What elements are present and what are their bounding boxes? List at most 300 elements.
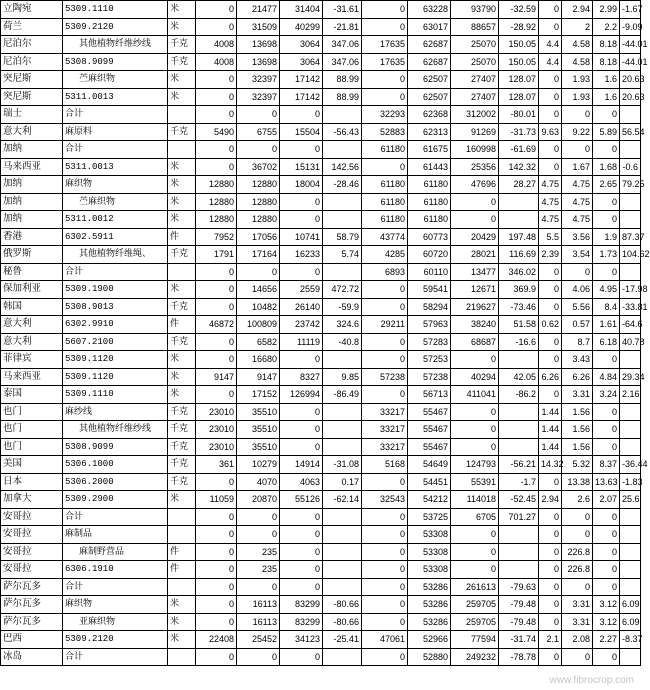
cell-c12: 2 xyxy=(562,18,593,36)
cell-c4: 16113 xyxy=(237,596,280,614)
cell-c3: 0 xyxy=(196,88,237,106)
cell-c9: 25356 xyxy=(451,158,499,176)
cell-c8: 52880 xyxy=(408,648,451,666)
cell-c6 xyxy=(323,141,362,159)
cell-c8: 60773 xyxy=(408,228,451,246)
cell-c9: 114018 xyxy=(451,491,499,509)
cell-c8: 57253 xyxy=(408,351,451,369)
cell-c7: 0 xyxy=(362,596,408,614)
cell-product: 5309.1110 xyxy=(63,1,168,19)
cell-c7: 0 xyxy=(362,386,408,404)
cell-product: 5309.1900 xyxy=(63,281,168,299)
cell-c11: 1.44 xyxy=(539,438,562,456)
cell-c13: 1.68 xyxy=(593,158,620,176)
cell-c3: 12880 xyxy=(196,211,237,229)
cell-c9: 91269 xyxy=(451,123,499,141)
cell-c10: -78.78 xyxy=(499,648,539,666)
cell-c12: 4.75 xyxy=(562,193,593,211)
cell-c3: 0 xyxy=(196,351,237,369)
cell-unit xyxy=(168,141,196,159)
cell-country: 香港 xyxy=(1,228,63,246)
cell-c6 xyxy=(323,106,362,124)
cell-c5: 8327 xyxy=(280,368,323,386)
cell-c3: 1791 xyxy=(196,246,237,264)
cell-c13: 8.37 xyxy=(593,456,620,474)
cell-c7: 61180 xyxy=(362,211,408,229)
cell-c4: 12880 xyxy=(237,176,280,194)
cell-c9: 0 xyxy=(451,211,499,229)
cell-c6 xyxy=(323,421,362,439)
table-row xyxy=(1,316,641,334)
cell-c14 xyxy=(620,508,641,526)
cell-c10: -73.46 xyxy=(499,298,539,316)
cell-c13: 0 xyxy=(593,438,620,456)
cell-c13: 13.63 xyxy=(593,473,620,491)
cell-c4: 17164 xyxy=(237,246,280,264)
cell-c10 xyxy=(499,351,539,369)
cell-c11: 0 xyxy=(539,648,562,666)
cell-c10 xyxy=(499,526,539,544)
cell-c4: 0 xyxy=(237,106,280,124)
cell-c9: 261613 xyxy=(451,578,499,596)
cell-country: 安哥拉 xyxy=(1,508,63,526)
cell-country: 马来西亚 xyxy=(1,158,63,176)
cell-unit: 件 xyxy=(168,561,196,579)
cell-c9: 259705 xyxy=(451,596,499,614)
cell-c5: 10741 xyxy=(280,228,323,246)
cell-c10 xyxy=(499,193,539,211)
cell-c10: 28.27 xyxy=(499,176,539,194)
cell-product: 5311.0013 xyxy=(63,158,168,176)
cell-c14 xyxy=(620,263,641,281)
cell-c9: 68687 xyxy=(451,333,499,351)
cell-c8: 62687 xyxy=(408,36,451,54)
cell-product: 苎麻织物 xyxy=(63,71,168,89)
cell-c7: 0 xyxy=(362,158,408,176)
cell-c3: 0 xyxy=(196,158,237,176)
cell-product: 其他植物纤维绳、 xyxy=(63,246,168,264)
cell-c11: 0 xyxy=(539,613,562,631)
cell-c6 xyxy=(323,543,362,561)
cell-c5: 23742 xyxy=(280,316,323,334)
cell-unit: 米 xyxy=(168,613,196,631)
cell-c12: 0.57 xyxy=(562,316,593,334)
cell-c10: 128.07 xyxy=(499,88,539,106)
cell-product: 5308.9099 xyxy=(63,53,168,71)
cell-c4: 9147 xyxy=(237,368,280,386)
cell-c12: 1.56 xyxy=(562,438,593,456)
cell-c3: 0 xyxy=(196,386,237,404)
cell-c7: 0 xyxy=(362,1,408,19)
cell-c7: 0 xyxy=(362,561,408,579)
cell-product: 麻制品 xyxy=(63,526,168,544)
cell-c4: 12880 xyxy=(237,193,280,211)
cell-c7: 0 xyxy=(362,281,408,299)
cell-c3: 0 xyxy=(196,106,237,124)
cell-c9: 25070 xyxy=(451,53,499,71)
cell-c10 xyxy=(499,211,539,229)
cell-c7: 0 xyxy=(362,351,408,369)
cell-c14 xyxy=(620,526,641,544)
cell-c4: 235 xyxy=(237,543,280,561)
cell-c5: 0 xyxy=(280,438,323,456)
cell-c14 xyxy=(620,106,641,124)
cell-c11: 0 xyxy=(539,543,562,561)
cell-product: 麻原料 xyxy=(63,123,168,141)
cell-c14: -1.67 xyxy=(620,1,641,19)
cell-c8: 61180 xyxy=(408,176,451,194)
cell-product: 合计 xyxy=(63,578,168,596)
cell-c7: 32543 xyxy=(362,491,408,509)
cell-c14: -9.09 xyxy=(620,18,641,36)
cell-c13: 3.24 xyxy=(593,386,620,404)
table-row xyxy=(1,473,641,491)
cell-c11: 1.44 xyxy=(539,403,562,421)
cell-c8: 56713 xyxy=(408,386,451,404)
cell-country: 加拿大 xyxy=(1,491,63,509)
table-row xyxy=(1,491,641,509)
cell-unit: 千克 xyxy=(168,53,196,71)
table-row xyxy=(1,246,641,264)
cell-c4: 16680 xyxy=(237,351,280,369)
cell-unit: 米 xyxy=(168,281,196,299)
cell-c14: 56.54 xyxy=(620,123,641,141)
cell-c5: 0 xyxy=(280,578,323,596)
cell-c7: 0 xyxy=(362,648,408,666)
cell-country: 秘鲁 xyxy=(1,263,63,281)
cell-c10: 142.32 xyxy=(499,158,539,176)
cell-c3: 0 xyxy=(196,473,237,491)
cell-c3: 12880 xyxy=(196,193,237,211)
cell-c10: -61.69 xyxy=(499,141,539,159)
cell-c10: -52.45 xyxy=(499,491,539,509)
cell-c8: 55467 xyxy=(408,403,451,421)
cell-c3: 0 xyxy=(196,596,237,614)
cell-c4: 0 xyxy=(237,508,280,526)
cell-c9: 88657 xyxy=(451,18,499,36)
cell-c6: -56.43 xyxy=(323,123,362,141)
cell-c10: -56.21 xyxy=(499,456,539,474)
cell-c8: 53308 xyxy=(408,526,451,544)
cell-c3: 0 xyxy=(196,508,237,526)
cell-c14 xyxy=(620,648,641,666)
cell-c4: 100809 xyxy=(237,316,280,334)
cell-c3: 0 xyxy=(196,298,237,316)
cell-c12: 0 xyxy=(562,648,593,666)
cell-c11: 4.75 xyxy=(539,176,562,194)
cell-unit: 件 xyxy=(168,316,196,334)
cell-c13: 1.61 xyxy=(593,316,620,334)
cell-c14: 20.63 xyxy=(620,88,641,106)
cell-c14: -44.01 xyxy=(620,36,641,54)
cell-c8: 61443 xyxy=(408,158,451,176)
cell-product: 合计 xyxy=(63,263,168,281)
cell-c7: 61180 xyxy=(362,176,408,194)
table-row xyxy=(1,526,641,544)
cell-c11: 0.62 xyxy=(539,316,562,334)
cell-c3: 0 xyxy=(196,526,237,544)
cell-c3: 0 xyxy=(196,578,237,596)
cell-c6: -80.66 xyxy=(323,596,362,614)
cell-c8: 62507 xyxy=(408,71,451,89)
table-row xyxy=(1,158,641,176)
cell-c11: 0 xyxy=(539,596,562,614)
cell-c7: 29211 xyxy=(362,316,408,334)
cell-c8: 63017 xyxy=(408,18,451,36)
cell-c10: -31.73 xyxy=(499,123,539,141)
cell-c9: 312002 xyxy=(451,106,499,124)
cell-c5: 0 xyxy=(280,211,323,229)
cell-c10: 116.69 xyxy=(499,246,539,264)
cell-c4: 13698 xyxy=(237,53,280,71)
cell-c13: 2.2 xyxy=(593,18,620,36)
cell-c11: 0 xyxy=(539,1,562,19)
cell-c7: 0 xyxy=(362,333,408,351)
cell-c3: 361 xyxy=(196,456,237,474)
cell-c4: 6755 xyxy=(237,123,280,141)
cell-c14 xyxy=(620,141,641,159)
cell-c9: 249232 xyxy=(451,648,499,666)
cell-c7: 43774 xyxy=(362,228,408,246)
cell-c13: 2.65 xyxy=(593,176,620,194)
cell-c6 xyxy=(323,263,362,281)
cell-c3: 0 xyxy=(196,648,237,666)
cell-c10: 51.58 xyxy=(499,316,539,334)
cell-c8: 58294 xyxy=(408,298,451,316)
cell-c4: 10482 xyxy=(237,298,280,316)
cell-c8: 57238 xyxy=(408,368,451,386)
table-row xyxy=(1,631,641,649)
cell-c10 xyxy=(499,403,539,421)
cell-c12: 2.6 xyxy=(562,491,593,509)
cell-c14 xyxy=(620,543,641,561)
cell-country: 也门 xyxy=(1,403,63,421)
cell-c8: 53286 xyxy=(408,578,451,596)
cell-c5: 0 xyxy=(280,648,323,666)
cell-c10 xyxy=(499,421,539,439)
cell-c12: 3.31 xyxy=(562,596,593,614)
cell-unit xyxy=(168,106,196,124)
cell-c5: 55126 xyxy=(280,491,323,509)
cell-c5: 0 xyxy=(280,141,323,159)
cell-c10: -1.7 xyxy=(499,473,539,491)
cell-country: 瑞士 xyxy=(1,106,63,124)
cell-c5: 15131 xyxy=(280,158,323,176)
cell-c7: 52883 xyxy=(362,123,408,141)
cell-unit xyxy=(168,508,196,526)
cell-c5: 17142 xyxy=(280,88,323,106)
cell-product: 合计 xyxy=(63,106,168,124)
table-row xyxy=(1,421,641,439)
cell-c14 xyxy=(620,438,641,456)
cell-c4: 0 xyxy=(237,578,280,596)
cell-c9: 160998 xyxy=(451,141,499,159)
cell-product: 5309.2120 xyxy=(63,631,168,649)
cell-c13: 0 xyxy=(593,543,620,561)
cell-country: 日本 xyxy=(1,473,63,491)
cell-c6: 324.6 xyxy=(323,316,362,334)
cell-c7: 0 xyxy=(362,508,408,526)
cell-c8: 57283 xyxy=(408,333,451,351)
cell-c9: 20429 xyxy=(451,228,499,246)
cell-c14: 40.78 xyxy=(620,333,641,351)
cell-c5: 34123 xyxy=(280,631,323,649)
cell-c7: 0 xyxy=(362,473,408,491)
watermark: www.fibrocrop.com xyxy=(549,675,634,686)
cell-c11: 0 xyxy=(539,18,562,36)
cell-c5: 40299 xyxy=(280,18,323,36)
cell-c8: 54649 xyxy=(408,456,451,474)
cell-c5: 0 xyxy=(280,508,323,526)
table-row xyxy=(1,53,641,71)
cell-c12: 0 xyxy=(562,526,593,544)
cell-c6: -31.08 xyxy=(323,456,362,474)
cell-c9: 0 xyxy=(451,403,499,421)
cell-c8: 53308 xyxy=(408,561,451,579)
cell-c5: 18004 xyxy=(280,176,323,194)
cell-c6 xyxy=(323,648,362,666)
cell-country: 尼泊尔 xyxy=(1,53,63,71)
cell-c8: 54451 xyxy=(408,473,451,491)
table-row xyxy=(1,561,641,579)
cell-c10: 369.9 xyxy=(499,281,539,299)
cell-c14: 6.09 xyxy=(620,596,641,614)
cell-c13: 0 xyxy=(593,351,620,369)
cell-c14: 2.16 xyxy=(620,386,641,404)
cell-unit: 米 xyxy=(168,71,196,89)
table-row xyxy=(1,1,641,19)
cell-c13: 1.9 xyxy=(593,228,620,246)
cell-c14: -33.81 xyxy=(620,298,641,316)
cell-country: 突尼斯 xyxy=(1,88,63,106)
table-row xyxy=(1,88,641,106)
cell-unit: 千克 xyxy=(168,36,196,54)
cell-c13: 0 xyxy=(593,508,620,526)
cell-c13: 3.12 xyxy=(593,613,620,631)
cell-c3: 0 xyxy=(196,613,237,631)
cell-unit: 米 xyxy=(168,351,196,369)
cell-c13: 0 xyxy=(593,193,620,211)
cell-c5: 15504 xyxy=(280,123,323,141)
cell-c7: 0 xyxy=(362,578,408,596)
cell-c8: 60720 xyxy=(408,246,451,264)
cell-c8: 62507 xyxy=(408,88,451,106)
cell-c11: 14.32 xyxy=(539,456,562,474)
cell-c5: 0 xyxy=(280,193,323,211)
cell-c11: 0 xyxy=(539,578,562,596)
cell-c8: 61180 xyxy=(408,193,451,211)
cell-product: 5309.1120 xyxy=(63,351,168,369)
cell-c4: 17152 xyxy=(237,386,280,404)
cell-c10: -79.48 xyxy=(499,613,539,631)
cell-c11: 0 xyxy=(539,333,562,351)
cell-c11: 1.44 xyxy=(539,421,562,439)
cell-c3: 11059 xyxy=(196,491,237,509)
cell-unit: 千克 xyxy=(168,421,196,439)
cell-c4: 31509 xyxy=(237,18,280,36)
cell-product: 5311.0013 xyxy=(63,88,168,106)
cell-product: 苎麻织物 xyxy=(63,193,168,211)
cell-c13: 5.89 xyxy=(593,123,620,141)
cell-country: 意大利 xyxy=(1,333,63,351)
cell-c5: 31404 xyxy=(280,1,323,19)
cell-c5: 0 xyxy=(280,403,323,421)
cell-c9: 0 xyxy=(451,351,499,369)
cell-c9: 411041 xyxy=(451,386,499,404)
cell-c13: 2.99 xyxy=(593,1,620,19)
cell-country: 菲律宾 xyxy=(1,351,63,369)
cell-c3: 0 xyxy=(196,263,237,281)
cell-c13: 0 xyxy=(593,106,620,124)
cell-c6: -62.14 xyxy=(323,491,362,509)
cell-c7: 0 xyxy=(362,613,408,631)
cell-c12: 8.7 xyxy=(562,333,593,351)
cell-c12: 3.56 xyxy=(562,228,593,246)
cell-c3: 0 xyxy=(196,18,237,36)
cell-c7: 0 xyxy=(362,71,408,89)
cell-c10: -31.74 xyxy=(499,631,539,649)
cell-c13: 8.18 xyxy=(593,36,620,54)
cell-c14: 87.37 xyxy=(620,228,641,246)
cell-c4: 12880 xyxy=(237,211,280,229)
cell-c9: 6705 xyxy=(451,508,499,526)
cell-country: 泰国 xyxy=(1,386,63,404)
table-row xyxy=(1,543,641,561)
table-row xyxy=(1,333,641,351)
cell-c5: 0 xyxy=(280,421,323,439)
cell-c12: 0 xyxy=(562,106,593,124)
cell-c7: 33217 xyxy=(362,421,408,439)
table-row xyxy=(1,438,641,456)
cell-c7: 0 xyxy=(362,526,408,544)
cell-c10 xyxy=(499,543,539,561)
cell-c11: 0 xyxy=(539,386,562,404)
cell-c14: 79.25 xyxy=(620,176,641,194)
cell-c5: 83299 xyxy=(280,613,323,631)
cell-country: 韩国 xyxy=(1,298,63,316)
cell-c4: 32397 xyxy=(237,71,280,89)
cell-c11: 4.4 xyxy=(539,53,562,71)
cell-product: 5308.9013 xyxy=(63,298,168,316)
cell-c9: 27407 xyxy=(451,88,499,106)
cell-c11: 0 xyxy=(539,88,562,106)
cell-c4: 35510 xyxy=(237,438,280,456)
cell-c11: 6.26 xyxy=(539,368,562,386)
cell-c5: 4063 xyxy=(280,473,323,491)
cell-c12: 0 xyxy=(562,263,593,281)
cell-c9: 47696 xyxy=(451,176,499,194)
table-row xyxy=(1,508,641,526)
cell-c7: 6893 xyxy=(362,263,408,281)
cell-c6: -80.66 xyxy=(323,613,362,631)
cell-c14: -64.6 xyxy=(620,316,641,334)
cell-c8: 62687 xyxy=(408,53,451,71)
cell-c13: 1.73 xyxy=(593,246,620,264)
cell-c12: 3.31 xyxy=(562,613,593,631)
cell-c14: -36.44 xyxy=(620,456,641,474)
cell-c12: 1.93 xyxy=(562,88,593,106)
cell-c9: 0 xyxy=(451,561,499,579)
cell-product: 6302.9910 xyxy=(63,316,168,334)
table-row xyxy=(1,281,641,299)
cell-c6: 58.79 xyxy=(323,228,362,246)
cell-c9: 0 xyxy=(451,543,499,561)
table-row xyxy=(1,193,641,211)
cell-c3: 0 xyxy=(196,561,237,579)
cell-unit: 千克 xyxy=(168,473,196,491)
cell-c6: 5.74 xyxy=(323,246,362,264)
cell-c12: 0 xyxy=(562,141,593,159)
